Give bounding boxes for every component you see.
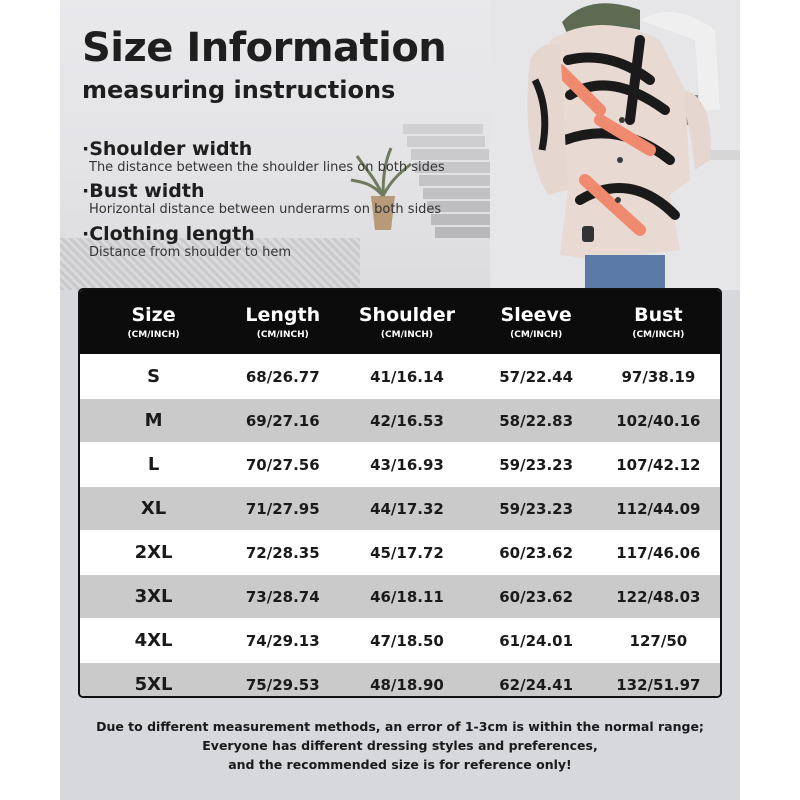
measure-heading: ·Shoulder width	[82, 138, 253, 160]
column-header-unit: (CM/INCH)	[127, 329, 180, 340]
column-header-label: Sleeve	[500, 303, 572, 326]
cell-sleeve: 60/23.62	[499, 543, 574, 562]
cell-size: 4XL	[134, 630, 173, 651]
page-subtitle: measuring instructions	[82, 76, 396, 104]
cell-bust: 107/42.12	[616, 455, 701, 474]
column-header-unit: (CM/INCH)	[256, 329, 309, 340]
cell-size: 3XL	[134, 586, 173, 607]
cell-length: 74/29.13	[245, 631, 320, 650]
cell-shoulder: 42/16.53	[370, 411, 444, 430]
cell-length: 69/27.16	[245, 411, 320, 430]
cell-bust: 97/38.19	[621, 367, 696, 386]
measure-heading: ·Bust width	[82, 180, 205, 202]
column-header-bust	[601, 290, 716, 354]
cell-sleeve: 57/22.44	[499, 367, 574, 386]
model-blouse-image	[490, 0, 740, 290]
cell-sleeve: 58/22.83	[499, 411, 574, 430]
column-header-label: Bust	[634, 303, 683, 326]
column-header-length	[223, 290, 342, 354]
column-header-label: Size	[131, 303, 176, 326]
cell-bust: 132/51.97	[616, 675, 701, 694]
column-header-shoulder	[342, 290, 471, 354]
disclaimer-line: Everyone has different dressing styles and preferences,	[202, 738, 598, 753]
cell-size: L	[147, 454, 160, 475]
table-row	[80, 619, 720, 662]
measure-bust-width	[82, 180, 512, 218]
cell-sleeve: 62/24.41	[499, 675, 574, 694]
cell-shoulder: 48/18.90	[370, 675, 444, 694]
cell-shoulder: 41/16.14	[370, 367, 444, 386]
cell-bust: 102/40.16	[616, 411, 701, 430]
column-header-unit: (CM/INCH)	[510, 329, 563, 340]
cell-length: 71/27.95	[245, 499, 320, 518]
cell-bust: 117/46.06	[616, 543, 701, 562]
size-table	[78, 288, 722, 698]
measure-shoulder-width	[82, 138, 512, 176]
table-row	[80, 575, 720, 618]
page-title: Size Information	[82, 25, 447, 71]
table-row	[80, 663, 720, 698]
column-header-label: Length	[245, 303, 321, 326]
measure-heading: ·Clothing length	[82, 223, 255, 245]
table-row	[80, 531, 720, 574]
table-row	[80, 399, 720, 442]
measure-description: Horizontal distance between underarms on both sides	[89, 202, 442, 217]
measure-description: Distance from shoulder to hem	[89, 245, 291, 260]
cell-length: 68/26.77	[245, 367, 320, 386]
column-header-sleeve	[472, 290, 601, 354]
cell-size: S	[147, 366, 161, 387]
disclaimer-line: Due to different measurement methods, an error of 1-3cm is within the normal range;	[96, 719, 704, 734]
cell-shoulder: 43/16.93	[370, 455, 444, 474]
cell-size: M	[144, 410, 163, 431]
column-header-label: Shoulder	[358, 303, 456, 326]
table-header-row	[80, 290, 720, 354]
cell-length: 75/29.53	[245, 675, 320, 694]
table-row	[80, 443, 720, 486]
cell-length: 72/28.35	[245, 543, 320, 562]
cell-shoulder: 45/17.72	[370, 543, 444, 562]
disclaimer-line: and the recommended size is for reference only!	[228, 757, 572, 772]
disclaimer-note	[60, 717, 740, 774]
cell-bust: 127/50	[629, 631, 688, 650]
cell-sleeve: 59/23.23	[499, 499, 574, 518]
column-header-unit: (CM/INCH)	[380, 329, 434, 340]
hero-banner	[60, 0, 740, 290]
size-chart-panel	[60, 0, 740, 800]
cell-shoulder: 44/17.32	[370, 499, 444, 518]
cell-size: 2XL	[134, 542, 173, 563]
measure-clothing-length	[82, 223, 512, 261]
column-header-size	[84, 290, 223, 354]
cell-bust: 112/44.09	[616, 499, 701, 518]
measure-description: The distance between the shoulder lines on both sides	[89, 160, 445, 175]
cell-size: 5XL	[134, 674, 173, 695]
cell-length: 73/28.74	[245, 587, 320, 606]
cell-sleeve: 61/24.01	[499, 631, 574, 650]
column-header-unit: (CM/INCH)	[632, 329, 685, 340]
cell-sleeve: 59/23.23	[499, 455, 574, 474]
cell-shoulder: 46/18.11	[370, 587, 444, 606]
table-row	[80, 355, 720, 398]
cell-bust: 122/48.03	[616, 587, 701, 606]
cell-sleeve: 60/23.62	[499, 587, 574, 606]
cell-length: 70/27.56	[245, 455, 320, 474]
table-row	[80, 487, 720, 530]
cell-shoulder: 47/18.50	[370, 631, 444, 650]
cell-size: XL	[140, 498, 167, 519]
